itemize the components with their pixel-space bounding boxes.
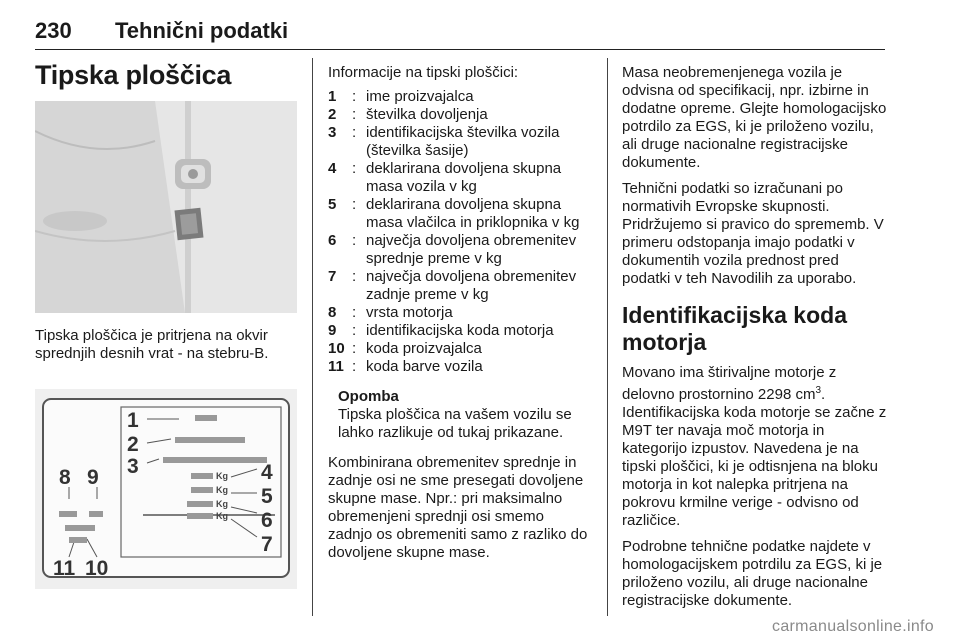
item-number: 4: [328, 160, 337, 177]
item-number: 7: [328, 268, 337, 285]
type-plate-diagram: [35, 389, 297, 589]
item-separator: :: [352, 106, 357, 123]
item-separator: :: [352, 268, 357, 285]
plate-field-11: [69, 537, 87, 543]
callout-9: 9: [87, 466, 99, 489]
item-text: ime proizvajalca: [366, 88, 474, 105]
column-divider-1: [312, 58, 313, 616]
callout-10: 10: [85, 557, 109, 580]
item-separator: :: [352, 160, 357, 177]
list-item: [328, 88, 592, 106]
item-text: koda proizvajalca: [366, 340, 482, 357]
plate-field-6: [187, 501, 213, 507]
item-number: 8: [328, 304, 337, 321]
item-separator: :: [352, 196, 357, 213]
superscript-3: 3: [815, 385, 822, 396]
item-text: deklarirana dovoljena skupna masa vozila v kg: [366, 160, 562, 195]
column-1: [35, 60, 297, 589]
engine-code-paragraph: Identifikacijska koda motorje se začne z M9T ter navaja moč motorja in kategorijo izpustov. Navedena je na tipski ploščici, ki je odtisnjena na bloku motorja in kot nalepka pritrjena na pokrovu krmilne verige - odvisno od različice.: [622, 404, 887, 529]
page-number: 230: [35, 18, 72, 43]
engine-code-heading: Identifikacijska koda motorja: [622, 302, 847, 355]
watermark: carmanualsonline.info: [772, 618, 934, 635]
item-text: deklarirana dovoljena skupna masa vlačilca in priklopnika v kg: [366, 196, 580, 231]
item-text: identifikacijska koda motorja: [366, 322, 554, 339]
item-separator: :: [352, 340, 357, 357]
item-separator: :: [352, 358, 357, 375]
item-number: 5: [328, 196, 337, 213]
item-number: 6: [328, 232, 337, 249]
type-plate-svg: [35, 389, 297, 589]
list-item: [328, 160, 592, 196]
plate-field-3: [163, 457, 267, 463]
door-pillar-illustration: [35, 101, 297, 313]
callout-6: 6: [261, 509, 273, 532]
item-text: največja dovoljena obremenitev zadnje preme v kg: [366, 268, 577, 303]
item-number: 3: [328, 124, 337, 141]
item-text: koda barve vozila: [366, 358, 483, 375]
item-number: 9: [328, 322, 337, 339]
item-separator: :: [352, 322, 357, 339]
callout-5: 5: [261, 485, 273, 508]
chapter-title: Tehnični podatki: [115, 18, 289, 43]
kg-label-7: Kg: [216, 511, 228, 521]
item-separator: :: [352, 232, 357, 249]
column-divider-2: [607, 58, 608, 616]
list-item: [328, 124, 592, 160]
load-paragraph: Kombinirana obremenitev sprednje in zadnje osi ne sme presegati dovoljene skupne mase. Npr.: pri maksimalno obremenjeni sprednji osi smemo zadnjo os obremeniti samo z razliko do dovoljene skupne mase.: [328, 454, 588, 561]
callout-7: 7: [261, 533, 273, 556]
door-pillar-photo: [35, 101, 297, 313]
list-item: [328, 196, 592, 232]
displacement-paragraph: [622, 364, 890, 404]
list-item: [328, 106, 592, 124]
callout-4: 4: [261, 461, 273, 484]
page-header: [35, 10, 885, 50]
note-text: Tipska ploščica na vašem vozilu se lahko razlikuje od tukaj prikazane.: [338, 406, 572, 441]
item-text: največja dovoljena obremenitev sprednje preme v kg: [366, 232, 577, 267]
plate-field-10: [65, 525, 95, 531]
plate-info-list: [328, 88, 592, 376]
technical-data-paragraph: Tehnični podatki so izračunani po normativih Evropske skupnosti. Pridržujemo si pravico do sprememb. V primeru odstopanja imajo podatki v dokumentih vozila prednost pred podatki v teh Navodilih za uporabo.: [622, 180, 884, 287]
list-item: [328, 358, 592, 376]
list-item: [328, 322, 592, 340]
item-text: vrsta motorja: [366, 304, 453, 321]
kg-label-5: Kg: [216, 485, 228, 495]
item-number: 11: [328, 358, 344, 375]
item-number: 10: [328, 340, 345, 357]
plate-field-4: [191, 473, 213, 479]
list-item: [328, 340, 592, 358]
list-intro: Informacije na tipski ploščici:: [328, 64, 519, 81]
list-item: [328, 268, 592, 304]
callout-8: 8: [59, 466, 71, 489]
list-item: [328, 232, 592, 268]
photo-caption: Tipska ploščica je pritrjena na okvir sprednjih desnih vrat - na stebru-B.: [35, 327, 269, 362]
plate-field-9: [89, 511, 103, 517]
section-heading: Tipska ploščica: [35, 60, 232, 90]
callout-2: 2: [127, 433, 139, 456]
plate-field-1: [195, 415, 217, 421]
item-text: identifikacijska številka vozila (številka šasije): [366, 124, 560, 159]
note-title: Opomba: [338, 388, 399, 405]
note-block: [328, 388, 592, 442]
item-number: 1: [328, 88, 337, 105]
plate-field-8: [59, 511, 77, 517]
displacement-period: .: [821, 386, 826, 403]
kg-label-4: Kg: [216, 471, 228, 481]
homologation-paragraph: Podrobne tehnične podatke najdete v homologacijskem potrdilu za EGS, ki je priloženo vozilu, ali druge nacionalne registracijske dokumente.: [622, 538, 883, 609]
list-item: [328, 304, 592, 322]
item-text: številka dovoljenja: [366, 106, 488, 123]
callout-1: 1: [127, 409, 139, 432]
column-2: [328, 64, 592, 562]
displacement-text: Movano ima štirivaljne motorje z delovno prostornino 2298 cm: [622, 364, 837, 403]
plate-field-5: [191, 487, 213, 493]
mass-paragraph: Masa neobremenjenega vozila je odvisna od specifikacij, npr. izbirne in dodatne opreme. Glejte homologacijsko potrdilo za EGS, ki je priloženo vozilu, ali druge nacionalne registracijske dokumente.: [622, 64, 887, 171]
plate-field-2: [175, 437, 245, 443]
callout-11: 11: [53, 557, 76, 580]
item-separator: :: [352, 124, 357, 141]
item-separator: :: [352, 88, 357, 105]
item-separator: :: [352, 304, 357, 321]
callout-3: 3: [127, 455, 139, 478]
item-number: 2: [328, 106, 337, 123]
kg-label-6: Kg: [216, 499, 228, 509]
column-3: [622, 64, 890, 618]
plate-field-7: [187, 513, 213, 519]
